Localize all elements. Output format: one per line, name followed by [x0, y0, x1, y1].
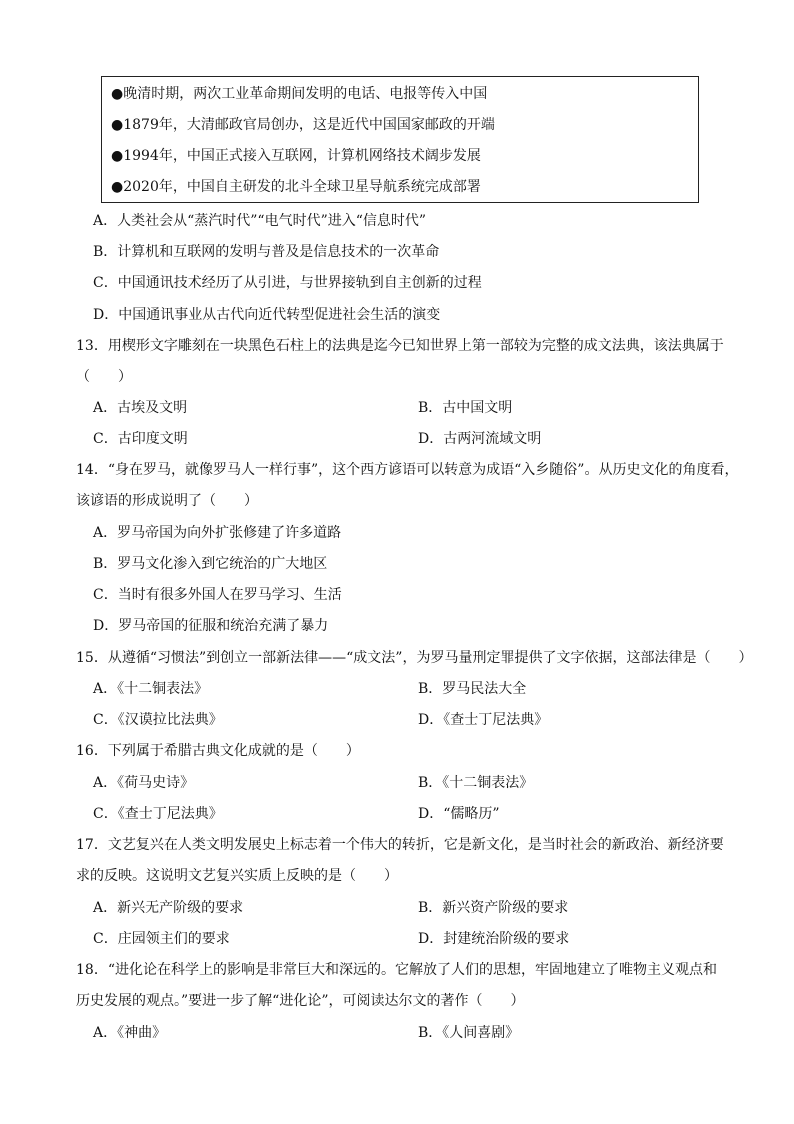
q14-stem-cont: 该谚语的形成说明了（ ）	[76, 493, 258, 509]
q15-stem: 15．从遵循“习惯法”到创立一部新法律——“成文法”，为罗马量刑定罪提供了文字依据，这部法律是（ ）	[76, 650, 753, 666]
q14-option-d: D．罗马帝国的征服和统治充满了暴力	[93, 618, 329, 634]
q17-stem-cont: 求的反映。这说明文艺复兴实质上反映的是（ ）	[76, 868, 398, 884]
q14-option-c: C．当时有很多外国人在罗马学习、生活	[93, 587, 342, 603]
q14-stem: 14．“身在罗马，就像罗马人一样行事”，这个西方谚语可以转意为成语“入乡随俗”。从历史文化的角度看，	[76, 462, 739, 478]
q13-stem: 13．用楔形文字雕刻在一块黑色石柱上的法典是迄今已知世界上第一部较为完整的成文法典，该法典属于	[76, 338, 724, 354]
q14-option-a: A．罗马帝国为向外扩张修建了许多道路	[93, 525, 342, 541]
q18-option-b: B．《人间喜剧》	[418, 1025, 520, 1041]
q18-stem: 18．“进化论在科学上的影响是非常巨大和深远的。它解放了人们的思想，牢固地建立了唯物主义观点和	[76, 962, 717, 978]
material-box	[101, 76, 699, 203]
q17-stem: 17．文艺复兴在人类文明发展史上标志着一个伟大的转折，它是新文化，是当时社会的新政治、新经济要	[76, 837, 724, 853]
q13-stem-cont: （ ）	[76, 369, 132, 385]
q15-option-b: B．罗马民法大全	[418, 681, 527, 697]
q15-option-a: A．《十二铜表法》	[93, 681, 209, 697]
material-item: ●1879年，大清邮政官局创办，这是近代中国国家邮政的开端	[111, 117, 495, 133]
q13-option-c: C．古印度文明	[93, 431, 188, 447]
q17-option-c: C．庄园领主们的要求	[93, 931, 230, 947]
q18-stem-cont: 历史发展的观点。”要进一步了解“进化论”，可阅读达尔文的著作（ ）	[76, 993, 525, 1009]
q13-option-d: D．古两河流域文明	[418, 431, 542, 447]
q12-option-d: D．中国通讯事业从古代向近代转型促进社会生活的演变	[93, 307, 441, 323]
q15-option-d: D．《查士丁尼法典》	[418, 712, 549, 728]
q12-option-b: B．计算机和互联网的发明与普及是信息技术的一次革命	[93, 244, 440, 260]
q16-option-d: D．“儒略历”	[418, 806, 500, 822]
q18-option-a: A．《神曲》	[93, 1025, 167, 1041]
q17-option-d: D．封建统治阶级的要求	[418, 931, 570, 947]
q16-option-a: A．《荷马史诗》	[93, 775, 195, 791]
q16-stem: 16．下列属于希腊古典文化成就的是（ ）	[76, 743, 360, 759]
q13-option-b: B．古中国文明	[418, 400, 513, 416]
q12-option-c: C．中国通讯技术经历了从引进，与世界接轨到自主创新的过程	[93, 275, 482, 291]
q17-option-b: B．新兴资产阶级的要求	[418, 900, 569, 916]
q15-option-c: C．《汉谟拉比法典》	[93, 712, 223, 728]
material-item: ●1994年，中国正式接入互联网，计算机网络技术阔步发展	[111, 148, 481, 164]
q12-option-a: A．人类社会从“蒸汽时代”“电气时代”进入“信息时代”	[93, 213, 427, 229]
q13-option-a: A．古埃及文明	[93, 400, 188, 416]
q16-option-b: B．《十二铜表法》	[418, 775, 534, 791]
q17-option-a: A．新兴无产阶级的要求	[93, 900, 244, 916]
material-item: ●晚清时期，两次工业革命期间发明的电话、电报等传入中国	[111, 86, 488, 102]
q16-option-c: C．《查士丁尼法典》	[93, 806, 223, 822]
material-item: ●2020年，中国自主研发的北斗全球卫星导航系统完成部署	[111, 179, 481, 195]
q14-option-b: B．罗马文化渗入到它统治的广大地区	[93, 556, 328, 572]
